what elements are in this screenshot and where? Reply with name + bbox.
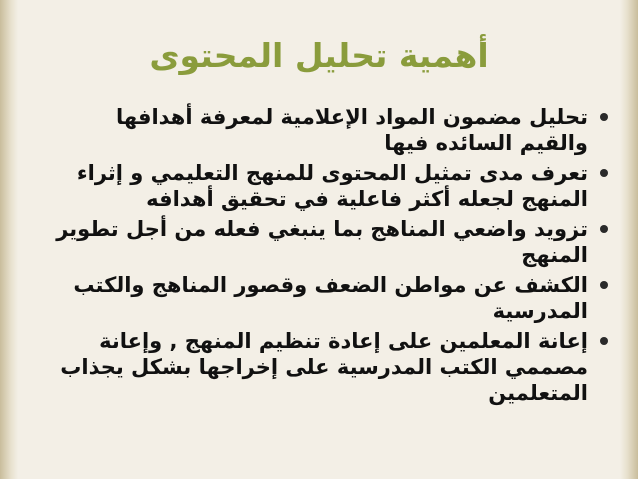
bullet-item-5 [50,328,610,406]
bullet-text: الكشف عن مواطن الضعف وقصور المناهج والكتب المدرسية [73,273,588,323]
bullet-text: إعانة المعلمين على إعادة تنظيم المنهج , وإعانة مصممي الكتب المدرسية على إخراجها بشكل يجذاب المتعلمين [60,329,588,405]
bullet-dot-icon [600,225,608,233]
bullet-dot-icon [600,169,608,177]
bullet-item-2 [50,160,610,212]
bullet-list [50,104,610,406]
bullet-text: تعرف مدى تمثيل المحتوى للمنهج التعليمي و إثراء المنهج لجعله أكثر فاعلية في تحقيق أهدافه [76,161,588,211]
bullet-dot-icon [600,113,608,121]
bullet-text: تحليل مضمون المواد الإعلامية لمعرفة أهدافها والقيم السائده فيها [115,105,588,155]
bullet-item-4 [50,272,610,324]
slide-title: أهمية تحليل المحتوى [149,36,489,75]
bullet-dot-icon [600,281,608,289]
slide-content [50,104,610,410]
bullet-dot-icon [600,337,608,345]
bullet-item-3 [50,216,610,268]
bullet-text: تزويد واضعي المناهج بما ينبغي فعله من أجل تطوير المنهج [56,217,588,267]
bullet-item-1 [50,104,610,156]
